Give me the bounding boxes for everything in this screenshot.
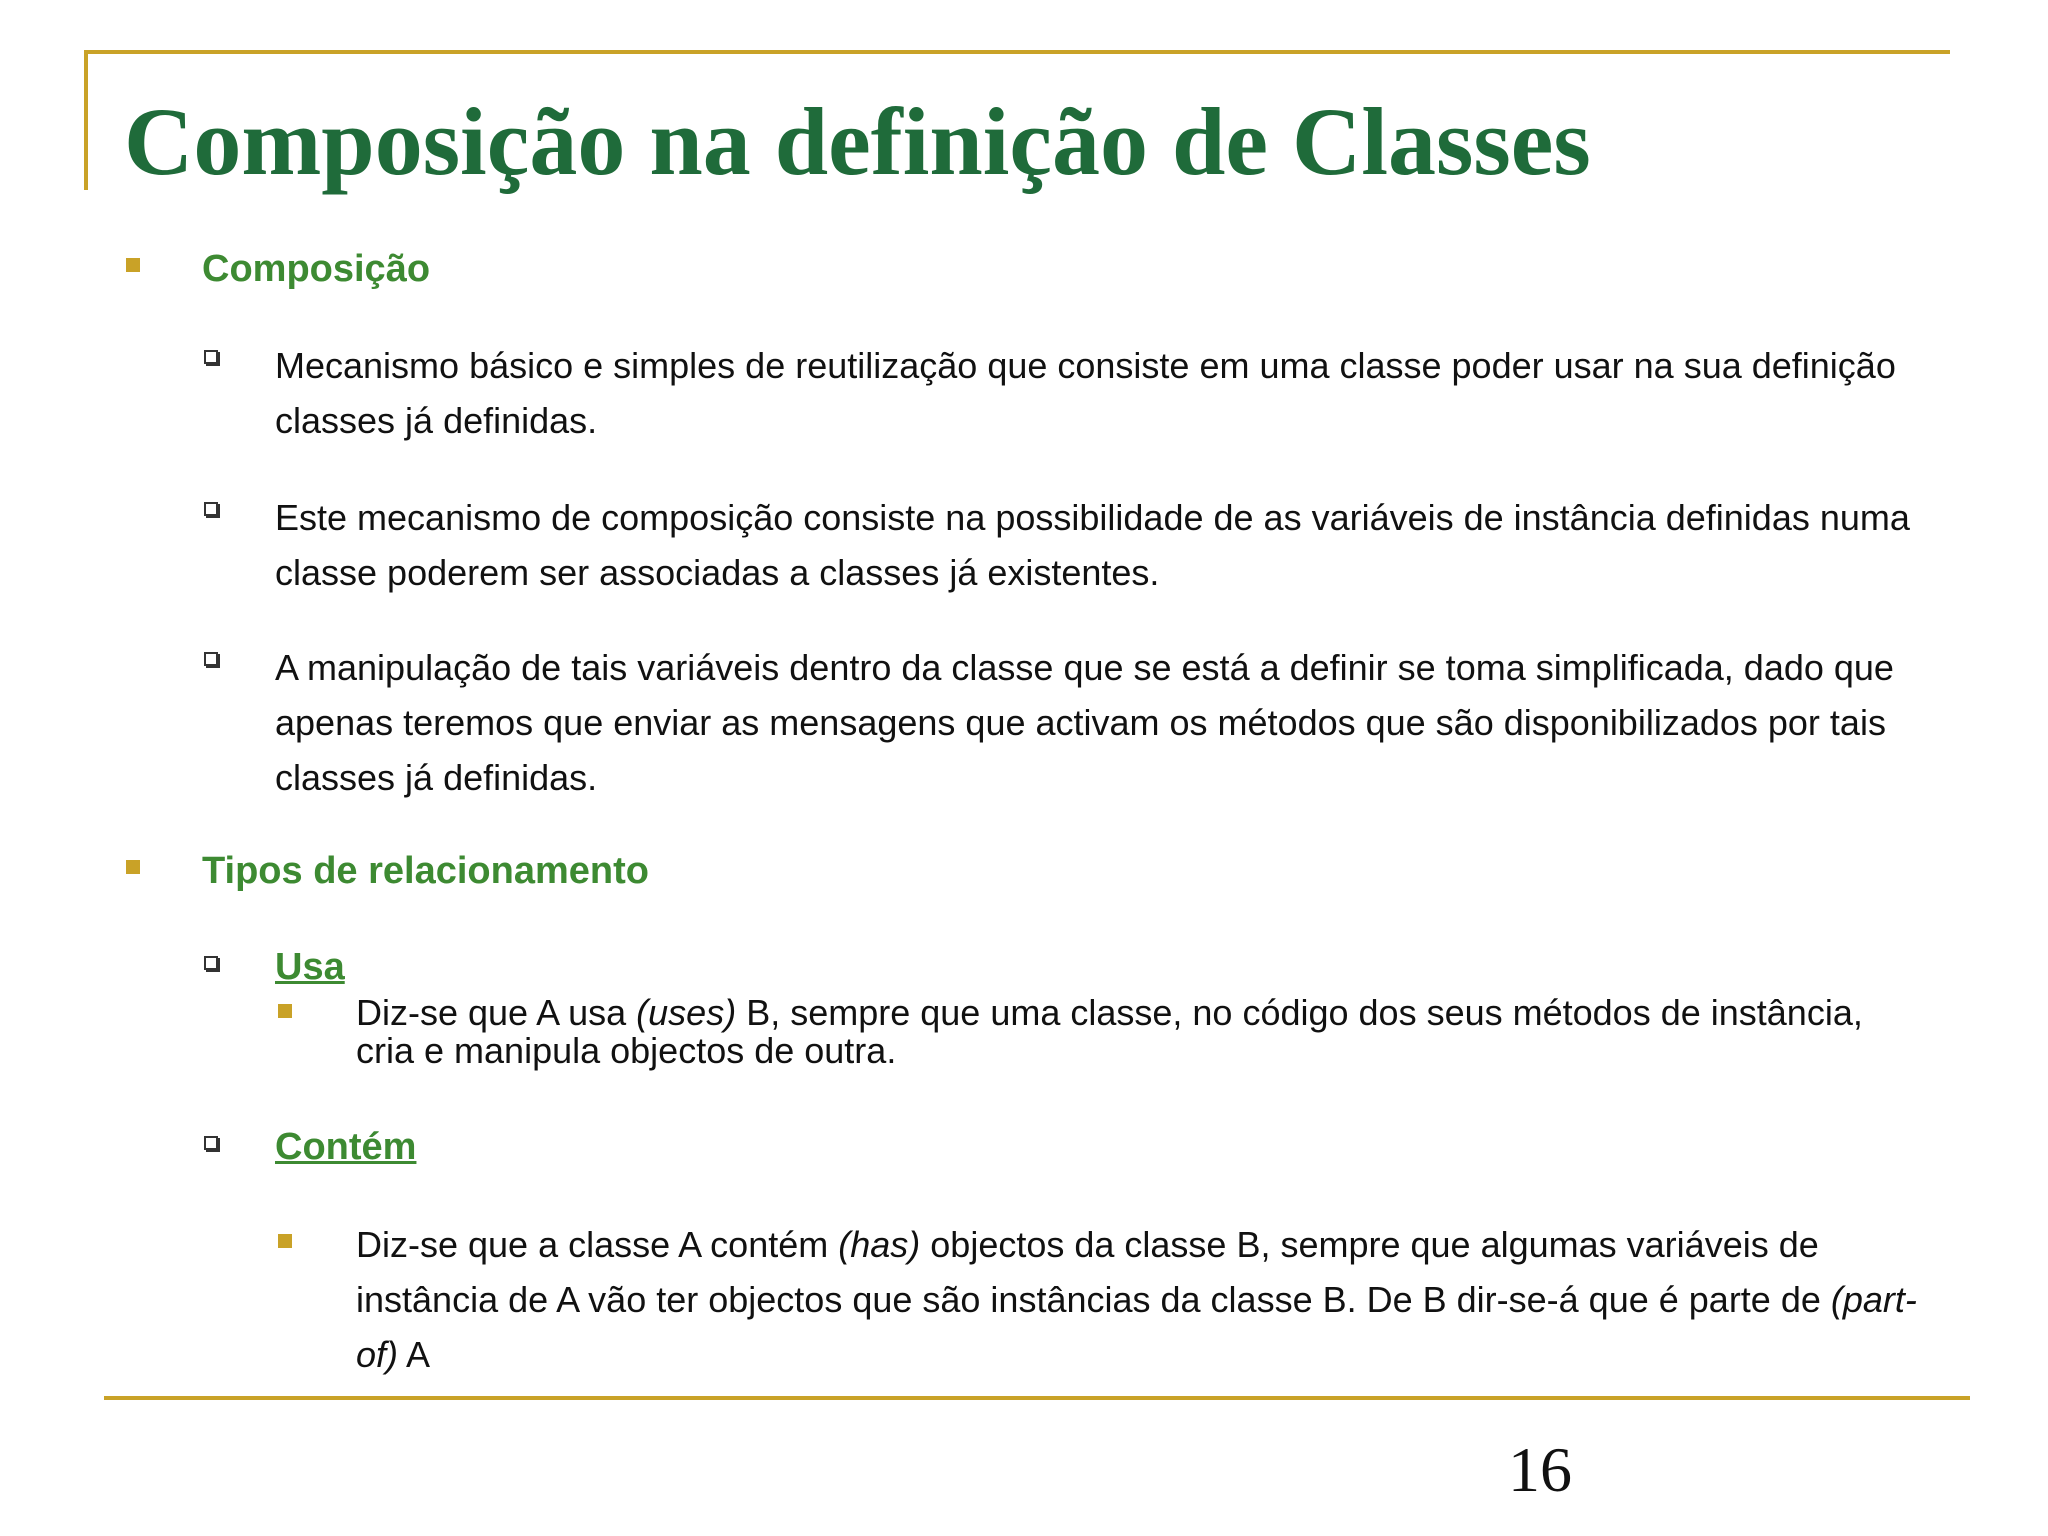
level1-bullet <box>126 258 140 272</box>
usa-description: Diz-se que A usa (uses) B, sempre que uma classe, no código dos seus métodos de instância, cria e manipula objectos de outra. <box>356 992 1863 1071</box>
left-border-line <box>84 50 88 190</box>
composicao-item-1: Mecanismo básico e simples de reutilização que consiste em uma classe poder usar na sua definição classes já definidas. <box>275 345 1896 441</box>
section-heading-composicao: Composição <box>202 248 431 290</box>
level2-bullet <box>204 502 218 516</box>
subheading-usa: Usa <box>275 946 345 988</box>
top-border-line <box>84 50 1950 54</box>
bottom-border-line <box>104 1396 1970 1400</box>
composicao-item-2: Este mecanismo de composição consiste na possibilidade de as variáveis de instância definidas numa classe poderem ser associadas a classes já existentes. <box>275 497 1910 593</box>
slide-title: Composição na definição de Classes <box>124 88 1591 195</box>
level3-bullet <box>278 1234 292 1248</box>
level2-bullet <box>204 652 218 666</box>
composicao-item-3: A manipulação de tais variáveis dentro da classe que se está a definir se toma simplificada, dado que apenas teremos que enviar as mensagens que activam os métodos que são disponibilizados por tais classes já definidas. <box>275 647 1894 798</box>
contem-description: Diz-se que a classe A contém (has) objectos da classe B, sempre que algumas variáveis de instância de A vão ter objectos que são instâncias da classe B. De B dir-se-á que é parte de (part-of) A <box>356 1224 1917 1375</box>
page-number: 16 <box>1508 1434 1572 1505</box>
level3-bullet <box>278 1004 292 1018</box>
level1-bullet <box>126 860 140 874</box>
level2-bullet <box>204 350 218 364</box>
level2-bullet <box>204 1136 218 1150</box>
section-heading-tipos: Tipos de relacionamento <box>202 850 649 892</box>
subheading-contem: Contém <box>275 1126 417 1168</box>
level2-bullet <box>204 956 218 970</box>
